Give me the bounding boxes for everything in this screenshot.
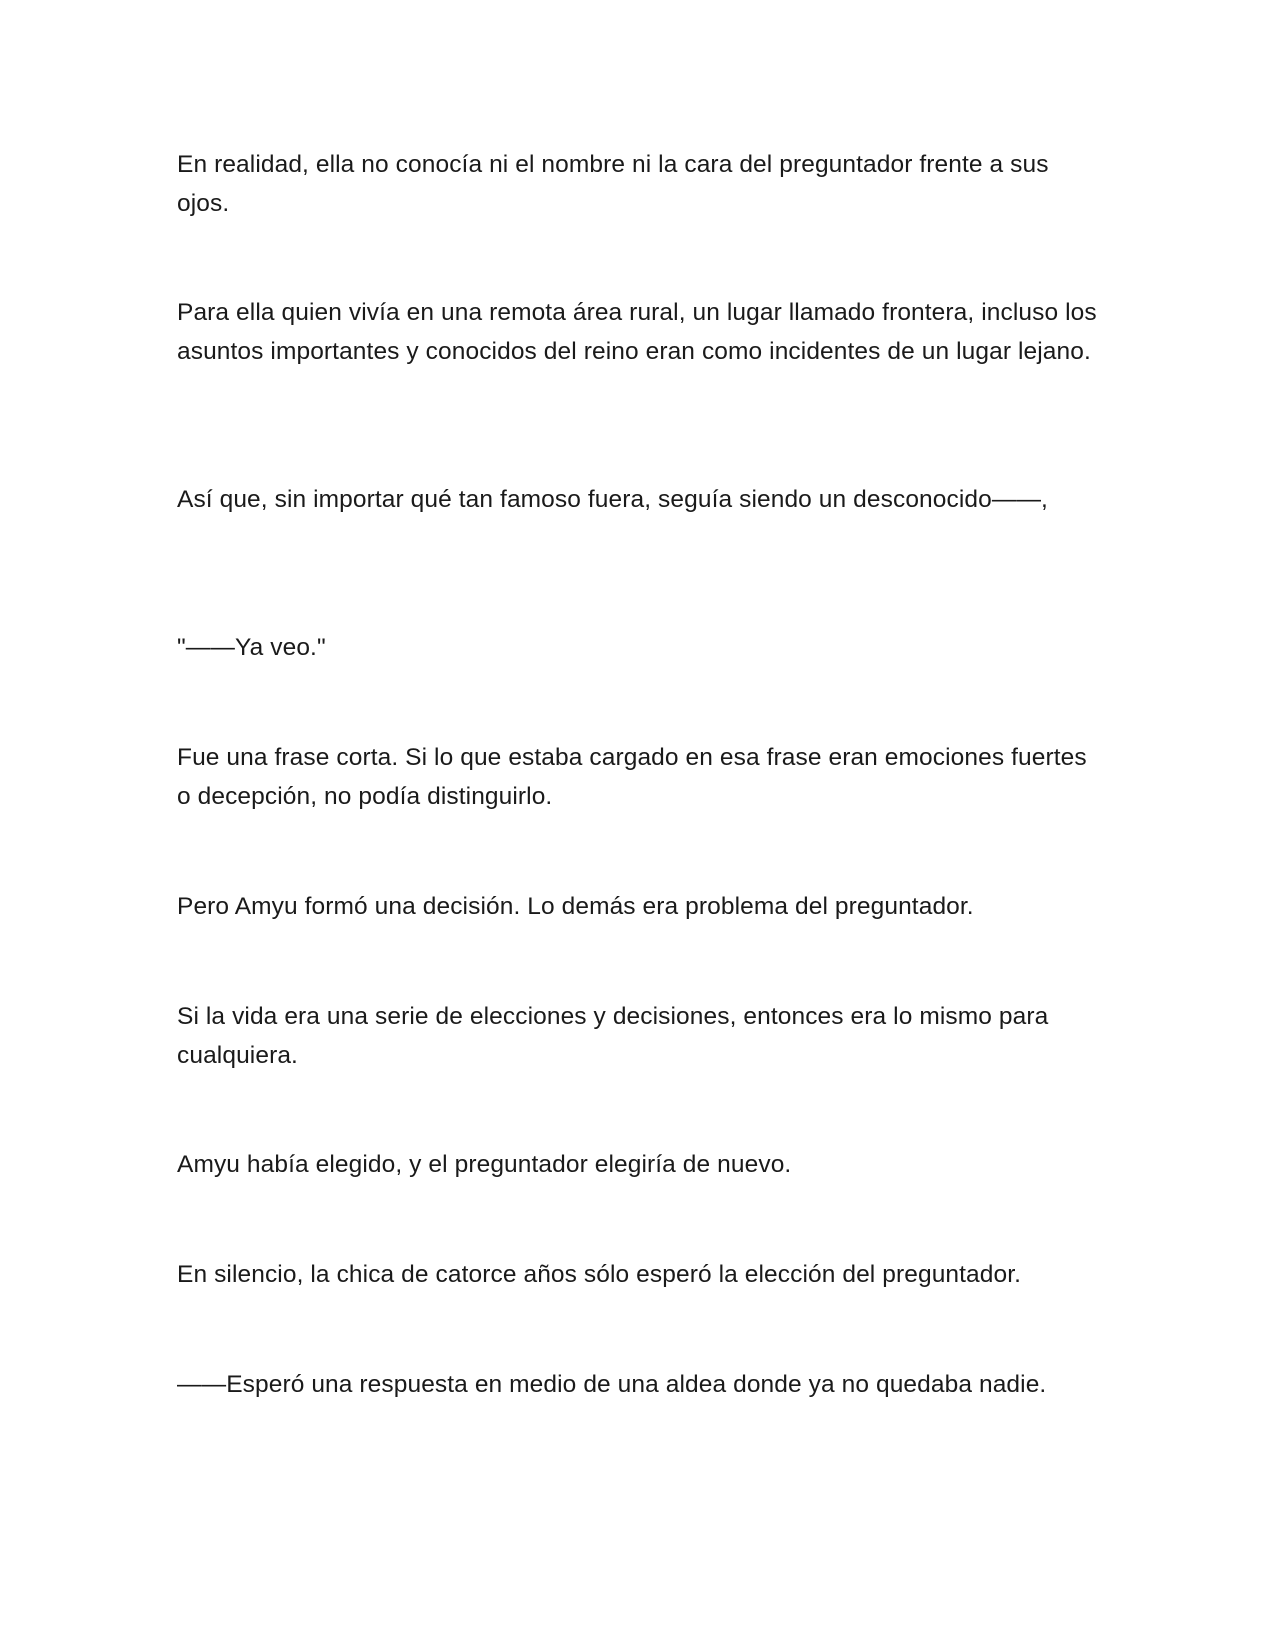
paragraph: En realidad, ella no conocía ni el nombre ni la cara del preguntador frente a sus ojos. (177, 151, 1049, 217)
paragraph: Para ella quien vivía en una remota área rural, un lugar llamado frontera, incluso los asuntos importantes y conocidos del reino eran como incidentes de un lugar lejano. (177, 299, 1097, 365)
paragraph: ——Esperó una respuesta en medio de una aldea donde ya no quedaba nadie. (177, 1371, 1047, 1398)
paragraph: En silencio, la chica de catorce años sólo esperó la elección del preguntador. (177, 1261, 1022, 1288)
paragraph: Amyu había elegido, y el preguntador elegiría de nuevo. (177, 1151, 792, 1178)
paragraph: Fue una frase corta. Si lo que estaba cargado en esa frase eran emociones fuertes o decepción, no podía distinguirlo. (177, 744, 1087, 810)
dialogue-line: "——Ya veo." (177, 634, 326, 661)
paragraph: Si la vida era una serie de elecciones y decisiones, entonces era lo mismo para cualquiera. (177, 1003, 1049, 1069)
paragraph: Así que, sin importar qué tan famoso fuera, seguía siendo un desconocido——, (177, 486, 1048, 513)
paragraph: Pero Amyu formó una decisión. Lo demás era problema del preguntador. (177, 893, 974, 920)
